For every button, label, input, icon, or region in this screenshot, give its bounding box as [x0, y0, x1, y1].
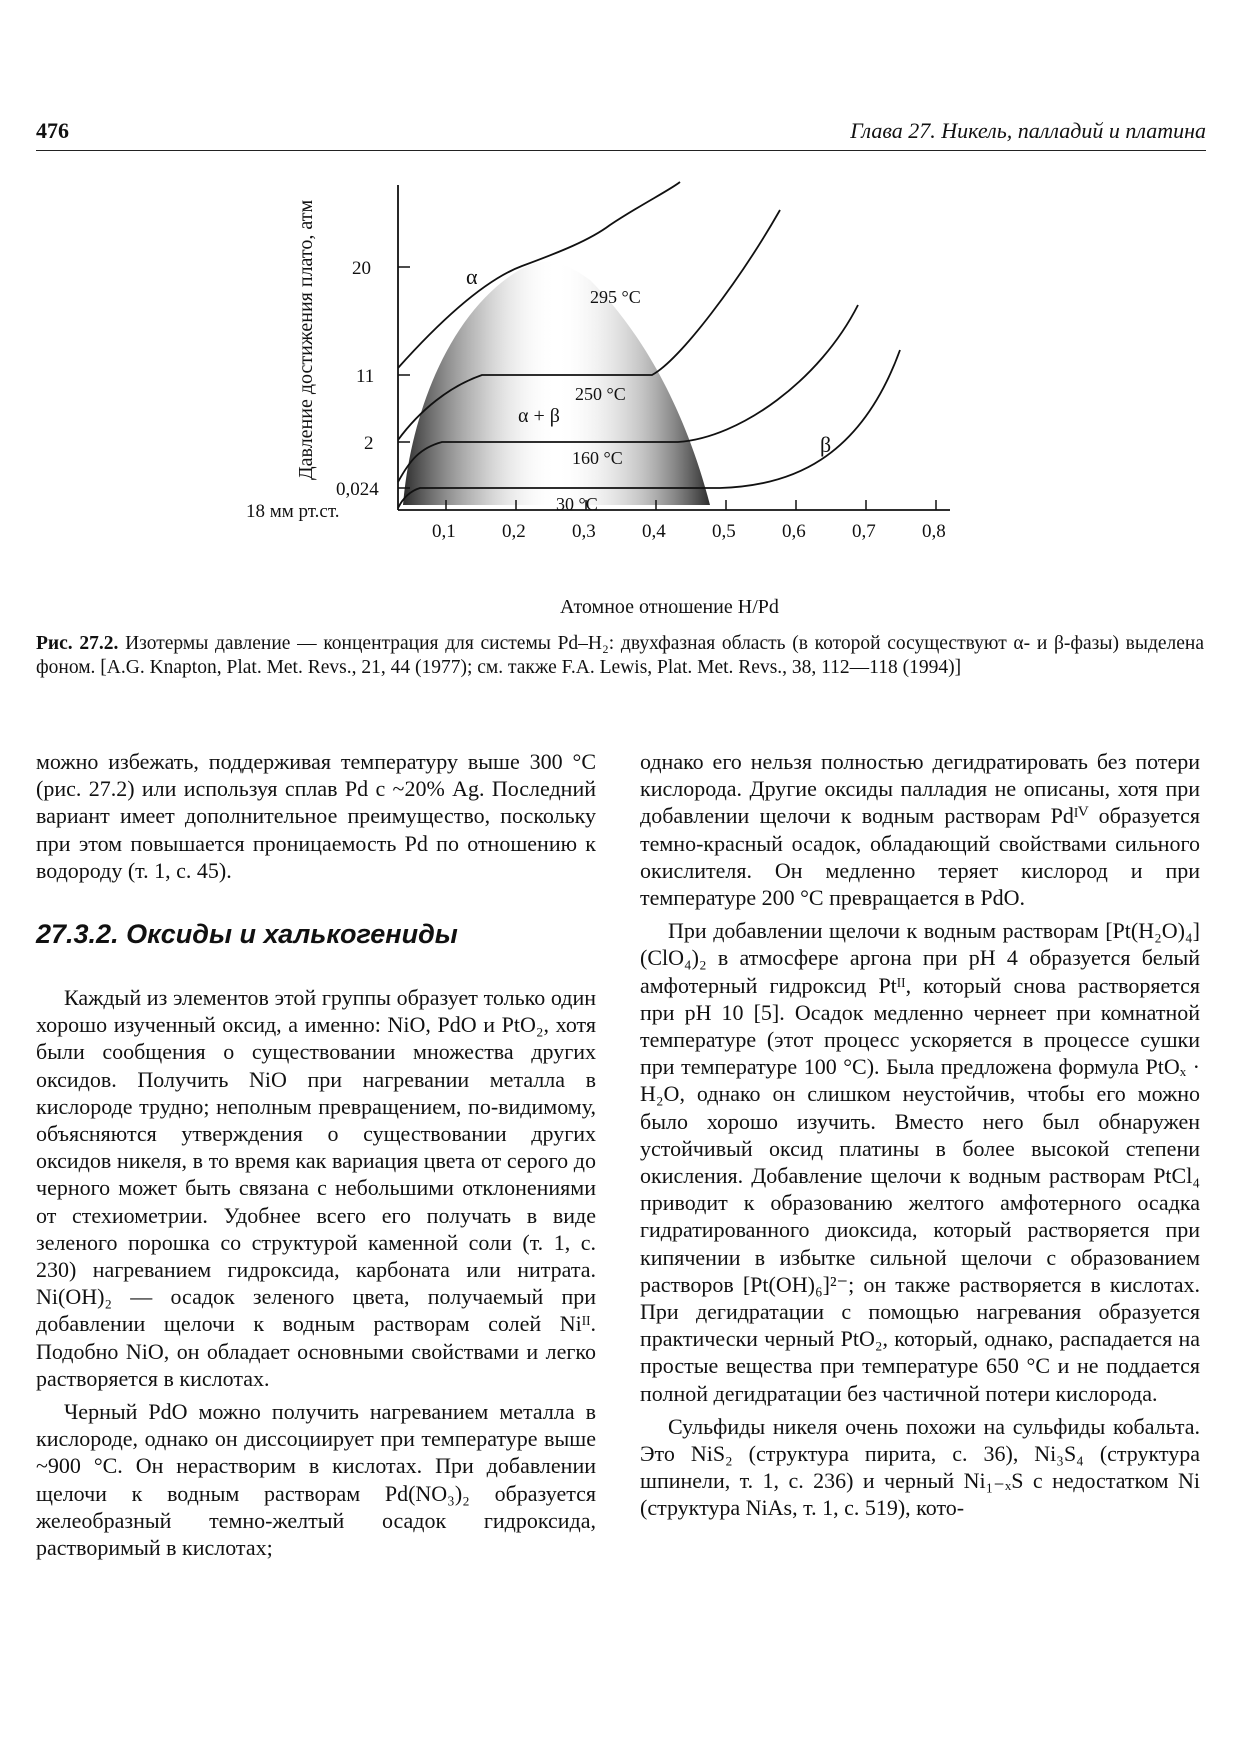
x-tick-label: 0,2 — [502, 521, 526, 542]
paragraph: Черный PdO можно получить нагреванием металла в кислороде, однако он диссоциирует при температуре выше ~900 °C. Он нерастворим в кислотах. При добавлении щелочи к водным растворам Pd(NO₃)₂ образуется желеобразный темно-желтый осадок гидроксида, растворимый в кислотах; — [36, 1399, 596, 1561]
two-phase-region — [403, 262, 710, 505]
section-heading: 27.3.2. Оксиды и халькогениды — [36, 919, 458, 950]
caption-text: Изотермы давление — концентрация для системы Pd–H₂: двухфазная область (в которой сосуществуют α- и β-фазы) выделена фоном. [A.G. Knapton, Plat. Met. Revs., 21, 44 (1977); см. также F.A. Lewis, Plat. Met. Revs., 38, 112—118 (1994)] — [36, 633, 1204, 678]
x-tick-label: 0,1 — [432, 521, 456, 542]
y-tick-label: 20 — [352, 258, 371, 279]
region-alpha-label: α — [466, 264, 478, 289]
x-tick-label: 0,6 — [782, 521, 806, 542]
isotherm-label: 160 °C — [572, 448, 623, 468]
y-tick-label: 0,024 — [336, 479, 379, 500]
region-beta-label: β — [820, 432, 832, 457]
isotherm-label: 295 °C — [590, 287, 641, 307]
x-tick-label: 0,5 — [712, 521, 736, 542]
x-tick-label: 0,8 — [922, 521, 946, 542]
isotherm-label: 30 °C — [556, 494, 598, 514]
page-number: 476 — [36, 118, 69, 143]
y-tick-label: 11 — [356, 366, 375, 387]
page-header — [36, 118, 1206, 151]
x-tick-label: 0,3 — [572, 521, 596, 542]
paragraph: можно избежать, поддерживая температуру выше 300 °C (рис. 27.2) или используя сплав Pd с ~20% Ag. Последний вариант имеет дополнительное преимущество, поскольку при этом повышается проницаемость Pd по отношению к водороду (т. 1, с. 45). — [36, 749, 596, 883]
paragraph: Каждый из элементов этой группы образует только один хорошо изученный оксид, а именно: NiO, PdO и PtO₂, хотя были сообщения о существовании множества других оксидов. Получить NiO при нагревании металла в кислороде трудно; неполным превращением, по-видимому, объясняются утверждения о существовании других оксидов никеля, в то время как вариация цвета от серого до черного может быть связана с небольшими отклонениями от стехиометрии. Удобнее всего его получать в виде зеленого порошка со структурой каменной соли (т. 1, с. 230) нагреванием гидроксида, карбоната или нитрата. Ni(OH)₂ — осадок зеленого цвета, получаемый при добавлении щелочи к водным растворам солей Niᴵᴵ. Подобно NiO, он обладает основными свойствами и легко растворяется в кислотах. — [36, 985, 596, 1391]
x-tick-label: 0,4 — [642, 521, 666, 542]
region-mixed-label: α + β — [518, 405, 560, 427]
y-axis-title: Давление достижения плато, атм — [295, 199, 317, 480]
isotherm-label: 250 °C — [575, 384, 626, 404]
figure-pd-h2-isotherms — [246, 180, 1000, 620]
y-extra-label: 18 мм рт.ст. — [246, 501, 340, 522]
isotherm-chart — [246, 180, 1000, 620]
paragraph: Сульфиды никеля очень похожи на сульфиды кобальта. Это NiS₂ (структура пирита, с. 36), Ni₃S₄ (структура шпинели, т. 1, с. 236) и черный Ni₁₋ₓS с недостатком Ni (структура NiAs, т. 1, с. 519), кото- — [640, 1413, 1200, 1521]
x-tick-label: 0,7 — [852, 521, 876, 542]
figure-label: Рис. 27.2. — [36, 633, 119, 654]
left-column — [36, 748, 596, 1561]
paragraph: однако его нельзя полностью дегидратировать без потери кислорода. Другие оксиды палладия не описаны, хотя при добавлении щелочи к водным растворам Pdᴵⱽ образуется темно-красный осадок, обладающий свойствами сильного окислителя. Он медленно теряет кислород и при температуре 200 °C превращается в PdO. — [640, 749, 1200, 911]
right-column — [640, 748, 1200, 1522]
paragraph: При добавлении щелочи к водным растворам [Pt(H₂O)₄](ClO₄)₂ в атмосфере аргона при pH 4 образуется белый амфотерный гидроксид Ptᴵᴵ, который снова растворяется при pH 10 [5]. Осадок медленно чернеет при комнатной температуре (этот процесс ускоряется в процессе сушки при температуре 100 °C). Была предложена формула PtOₓ · H₂O, однако он слишком неустойчив, чтобы его можно было хорошо изучить. Вместо него был обнаружен устойчивый оксид платины в более высокой степени окисления. Добавление щелочи к водным растворам PtCl₄ приводит к образованию желтого амфотерного осадка гидратированного диоксида, который растворяется при кипячении в избытке сильной щелочи с образованием растворов [Pt(OH)₆]²⁻; он также растворяется в кислотах. При дегидратации с помощью нагревания образуется практически черный PtO₂, который, однако, распадается на простые вещества при температуре 650 °C и не поддается полной дегидратации без частичной потери кислорода. — [640, 918, 1200, 1406]
figure-caption — [36, 632, 1204, 680]
x-axis-title: Атомное отношение H/Pd — [560, 596, 779, 618]
y-tick-label: 2 — [364, 433, 374, 454]
running-head: Глава 27. Никель, палладий и платина — [850, 118, 1206, 143]
